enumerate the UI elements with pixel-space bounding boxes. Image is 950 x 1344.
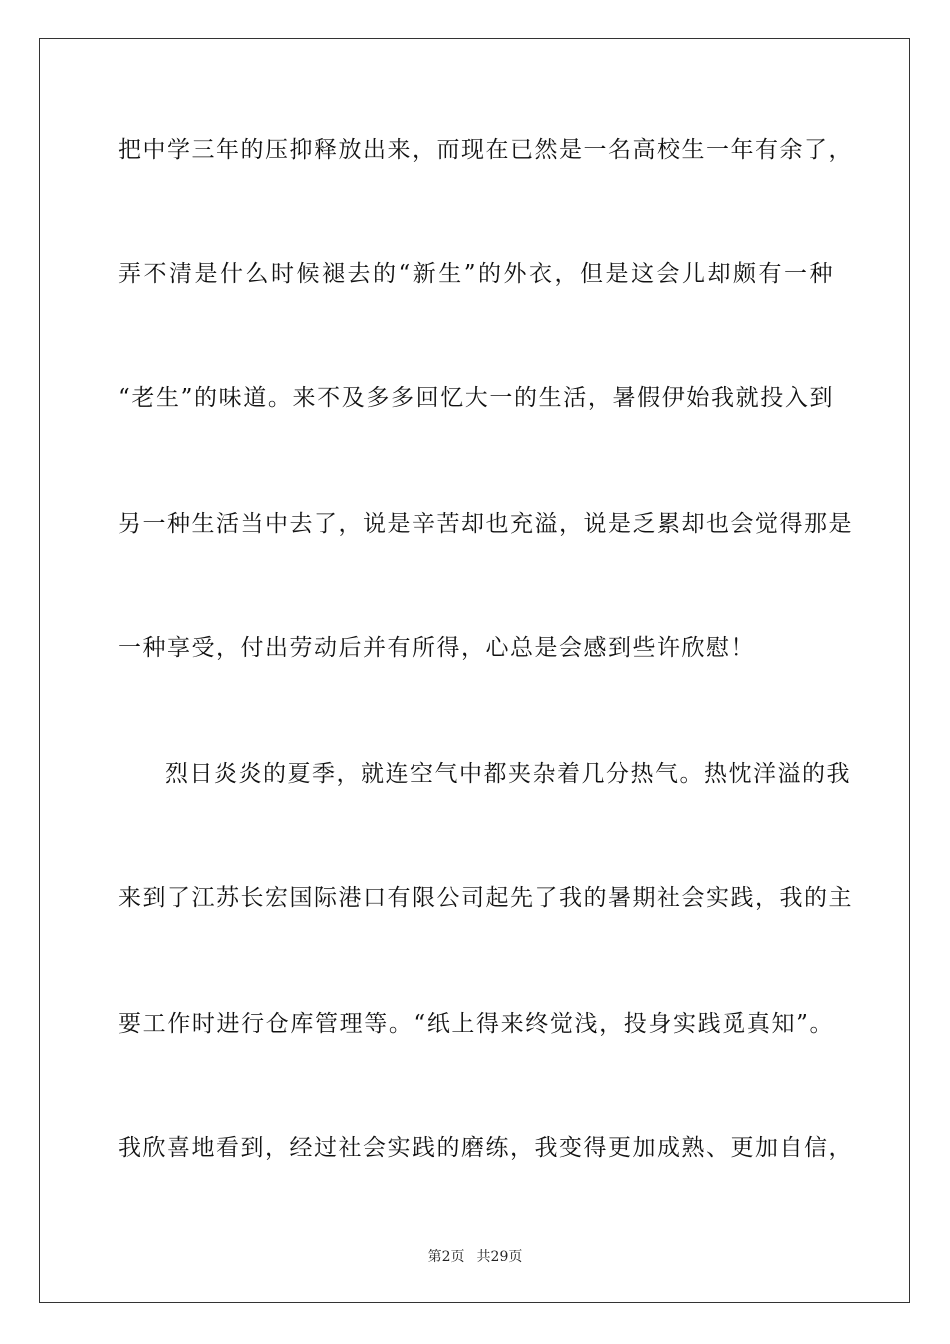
body-text-line: 另一种生活当中去了，说是辛苦却也充溢，说是乏累却也会觉得那是 (118, 511, 853, 537)
paragraph-last-line: 一种享受，付出劳动后并有所得，心总是会感到些许欣慰！ (118, 635, 755, 661)
page-border (39, 38, 910, 1303)
body-text-line: 来到了江苏长宏国际港口有限公司起先了我的暑期社会实践，我的主 (118, 885, 853, 911)
body-text-line: 我欣喜地看到，经过社会实践的磨练，我变得更加成熟、更加自信， (118, 1135, 853, 1161)
total-pages: 共29页 (476, 1249, 523, 1265)
page-number: 第2页 (427, 1249, 465, 1265)
body-text-line: 把中学三年的压抑释放出来，而现在已然是一名高校生一年有余了， (118, 137, 853, 163)
paragraph-first-line: 烈日炎炎的夏季，就连空气中都夹杂着几分热气。热忱洋溢的我 (165, 761, 851, 787)
body-text-line: “老生”的味道。来不及多多回忆大一的生活，暑假伊始我就投入到 (118, 385, 834, 411)
body-text-line: 弄不清是什么时候褪去的“新生”的外衣，但是这会儿却颇有一种 (118, 261, 834, 287)
body-text-line: 要工作时进行仓库管理等。“纸上得来终觉浅，投身实践觅真知”。 (118, 1011, 834, 1037)
page-footer (0, 1248, 950, 1266)
